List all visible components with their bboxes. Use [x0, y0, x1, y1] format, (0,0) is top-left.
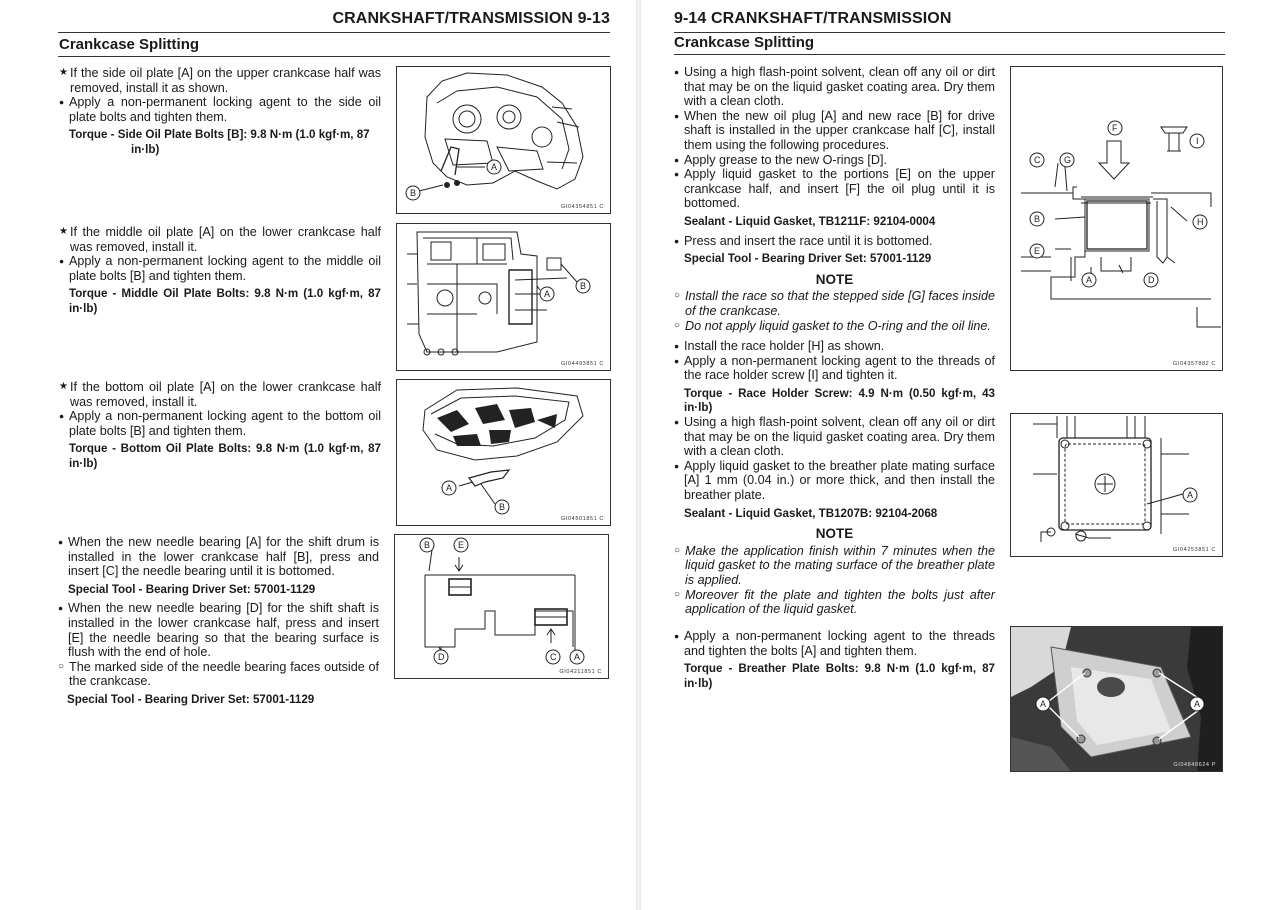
callout-g: G: [1064, 155, 1072, 165]
instruction-bullet: ● Using a high flash-point solvent, clean off any oil or dirt that may be on the liquid gasket coating area. Dry them with a clean cloth.: [674, 415, 995, 459]
figure-bottom-oil-plate: [396, 379, 611, 526]
torque-spec: Torque - Race Holder Screw: 4.9 N·m (0.50 kgf·m, 43 in·lb): [684, 386, 995, 415]
callout-b: B: [580, 281, 587, 291]
figure-code: GI04211851 C: [559, 669, 602, 675]
callout-b: B: [410, 188, 417, 198]
figure-middle-oil-plate: [396, 223, 611, 371]
note-heading: NOTE: [815, 271, 854, 287]
callout-a: A: [1187, 490, 1194, 500]
note-heading: NOTE: [815, 526, 854, 542]
figure-code: GI04354851 C: [561, 204, 604, 210]
figure-oil-plug-race: [1010, 66, 1223, 371]
torque-spec: Torque - Bottom Oil Plate Bolts: 9.8 N·m (1.0 kgf·m, 87 in·lb): [69, 442, 381, 470]
callout-c: C: [1034, 155, 1041, 165]
callout-a: A: [1040, 699, 1047, 709]
crankcase-upper-drawing: [397, 67, 610, 213]
callout-b: B: [1034, 214, 1041, 224]
callout-i: I: [1196, 136, 1199, 146]
callout-f: F: [1112, 123, 1118, 133]
callout-a: A: [544, 289, 551, 299]
instruction-bullet: ● Apply liquid gasket to the breather plate mating surface [A] 1 mm (0.04 in.) or more thick, and then install the breather plate.: [674, 459, 995, 503]
left-block-2: [59, 225, 381, 321]
left-block-3: [59, 380, 381, 476]
left-section-rule: [58, 56, 610, 57]
note-item: ○ Make the application finish within 7 minutes when the liquid gasket to the mating surface of the breather plate is applied.: [674, 544, 995, 588]
right-page: [641, 0, 1280, 910]
left-header-rule: [58, 32, 610, 33]
instruction-bullet: ● When the new oil plug [A] and new race [B] for drive shaft is installed in the upper crankcase half [C], install them using the following procedures.: [674, 109, 995, 153]
instruction-bullet: ● Apply grease to the new O-rings [D].: [674, 153, 995, 168]
left-page: [0, 0, 636, 910]
sealant-spec: Sealant - Liquid Gasket, TB1211F: 92104-0004: [684, 214, 936, 228]
callout-a: A: [1194, 699, 1201, 709]
torque-spec: Torque - Breather Plate Bolts: 9.8 N·m (1.0 kgf·m, 87 in·lb): [684, 662, 995, 690]
needle-bearing-drawing: [395, 535, 608, 678]
note-item: ○ Moreover fit the plate and tighten the bolts just after application of the liquid gasket.: [674, 588, 995, 617]
figure-code: GI04493851 C: [561, 361, 604, 367]
note-item: ○ Do not apply liquid gasket to the O-ring and the oil line.: [674, 319, 995, 334]
photo-code: GI04848624 P: [1173, 762, 1216, 768]
crankcase-bottom-drawing: [397, 380, 610, 525]
right-block-1: [674, 65, 995, 420]
torque-spec: Torque - Middle Oil Plate Bolts: 9.8 N·m (1.0 kgf·m, 87 in·lb): [69, 287, 381, 315]
instruction-bullet: ● Apply a non-permanent locking agent to the side oil plate bolts and tighten them.: [59, 95, 381, 124]
instruction-bullet: ● Apply liquid gasket to the portions [E] on the upper crankcase half, and insert [F] the oil plug until it is bottomed.: [674, 167, 995, 211]
instruction-note: ○ The marked side of the needle bearing faces outside of the crankcase.: [58, 660, 379, 689]
instruction-bullet: ● Press and insert the race until it is bottomed.: [674, 234, 995, 249]
callout-a: A: [574, 652, 581, 662]
note-item: ○ Install the race so that the stepped side [G] faces inside of the crankcase.: [674, 289, 995, 318]
right-section-rule: [674, 54, 1225, 55]
callout-b: B: [424, 540, 431, 550]
callout-h: H: [1197, 217, 1204, 227]
instruction-star: ★ If the side oil plate [A] on the upper crankcase half was removed, install it as shown.: [59, 66, 381, 95]
instruction-bullet: ● Apply a non-permanent locking agent to the bottom oil plate bolts [B] and tighten them.: [59, 409, 381, 438]
callout-b: B: [499, 502, 506, 512]
callout-c: C: [550, 652, 557, 662]
photo-breather-plate-bolts: [1010, 626, 1223, 772]
left-section-title: Crankcase Splitting: [59, 36, 200, 53]
instruction-bullet: ● Using a high flash-point solvent, clean off any oil or dirt that may be on the liquid gasket coating area. Dry them with a clean cloth.: [674, 65, 995, 109]
breather-plate-drawing: [1011, 414, 1222, 556]
sealant-spec: Sealant - Liquid Gasket, TB1207B: 92104-2068: [684, 506, 938, 520]
callout-a: A: [491, 162, 498, 172]
callout-a: A: [446, 483, 453, 493]
callout-d: D: [1148, 275, 1155, 285]
instruction-bullet: ● Apply a non-permanent locking agent to the threads and tighten the bolts [A] and tighten them.: [674, 629, 995, 658]
figure-breather-plate: [1010, 413, 1223, 557]
instruction-bullet: ● When the new needle bearing [A] for the shift drum is installed in the lower crankcase half [B], press and insert [C] the needle bearing until it is bottomed.: [58, 535, 379, 579]
right-page-header: 9-14 CRANKSHAFT/TRANSMISSION: [674, 10, 952, 27]
instruction-bullet: ● When the new needle bearing [D] for the shift shaft is installed in the lower crankcase half, press and insert [E] the needle bearing so that the bearing surface is flush with the end of hole.: [58, 601, 379, 659]
figure-needle-bearing: [394, 534, 609, 679]
special-tool: Special Tool - Bearing Driver Set: 57001-1129: [68, 582, 316, 596]
left-block-1: [59, 66, 381, 162]
right-block-2: [674, 415, 995, 617]
instruction-bullet: ● Apply a non-permanent locking agent to the threads of the race holder screw [I] and tighten it.: [674, 354, 995, 383]
left-page-header: CRANKSHAFT/TRANSMISSION 9-13: [332, 10, 610, 27]
figure-code: GI04253851 C: [1173, 547, 1216, 553]
oil-plug-race-drawing: [1011, 67, 1222, 370]
special-tool: Special Tool - Bearing Driver Set: 57001-1129: [684, 252, 932, 266]
callout-d: D: [438, 652, 445, 662]
callout-e: E: [458, 540, 465, 550]
instruction-bullet: ● Install the race holder [H] as shown.: [674, 339, 995, 354]
right-section-title: Crankcase Splitting: [674, 34, 815, 51]
figure-code: GI04501851 C: [561, 516, 604, 522]
figure-code: GI04357882 C: [1173, 361, 1216, 367]
breather-plate-photo: [1011, 627, 1222, 771]
right-header-rule: [674, 32, 1225, 33]
instruction-star: ★ If the bottom oil plate [A] on the lower crankcase half was removed, install it.: [59, 380, 381, 409]
left-block-4: [58, 535, 379, 712]
figure-side-oil-plate: [396, 66, 611, 214]
torque-spec: Torque - Side Oil Plate Bolts [B]: 9.8 N·m (1.0 kgf·m, 87 in·lb): [69, 128, 370, 156]
special-tool: Special Tool - Bearing Driver Set: 57001-1129: [67, 692, 315, 706]
instruction-star: ★ If the middle oil plate [A] on the lower crankcase half was removed, install it.: [59, 225, 381, 254]
callout-e: E: [1034, 246, 1041, 256]
callout-a: A: [1086, 275, 1093, 285]
instruction-bullet: ● Apply a non-permanent locking agent to the middle oil plate bolts [B] and tighten them.: [59, 254, 381, 283]
crankcase-lower-drawing: [397, 224, 610, 370]
right-block-3: [674, 629, 995, 695]
